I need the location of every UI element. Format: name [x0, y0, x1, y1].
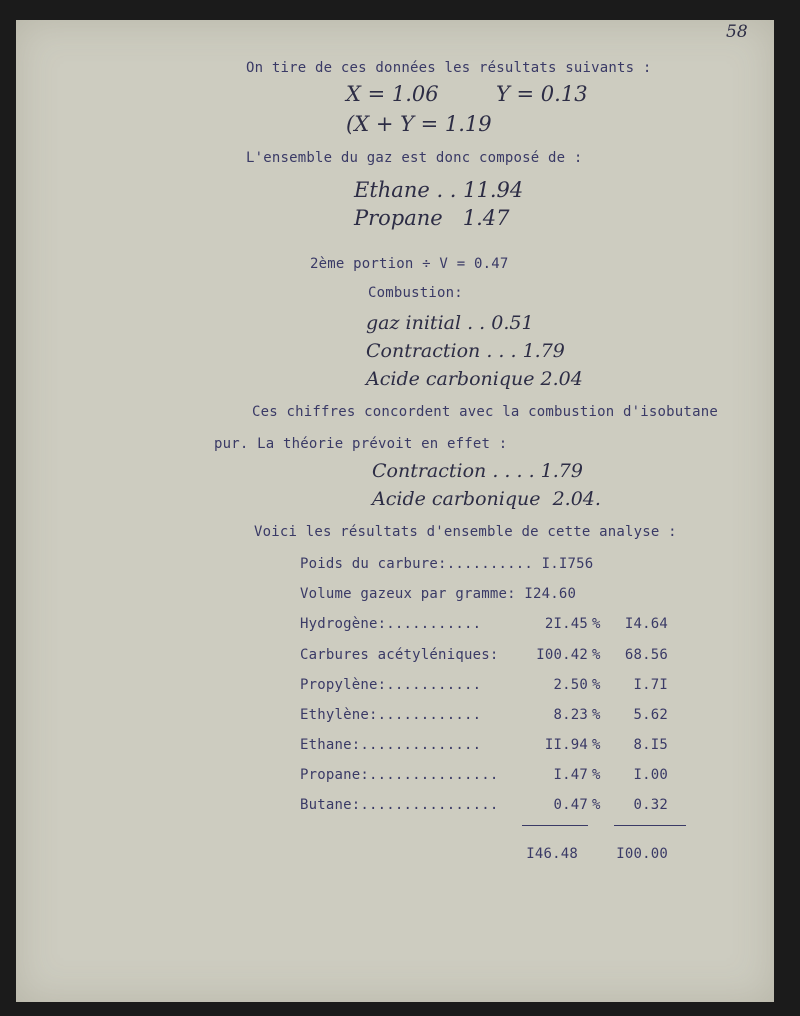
row-percent: %: [592, 707, 601, 723]
concord-line-2: pur. La théorie prévoit en effet :: [214, 436, 508, 452]
gas-composition-heading: L'ensemble du gaz est donc composé de :: [246, 150, 583, 166]
page-number: 58: [726, 22, 748, 42]
theory-contraction-handwritten: Contraction . . . . 1.79: [372, 460, 583, 482]
row-value: 0.47: [553, 797, 588, 813]
row-value: 2I.45: [544, 616, 588, 632]
portion-line: 2ème portion ÷ V = 0.47: [310, 256, 509, 272]
row-label: Carbures acétyléniques:: [300, 647, 499, 663]
row-normalized: 0.32: [633, 797, 668, 813]
row-normalized: I4.64: [624, 616, 668, 632]
acide-carbonique-handwritten: Acide carbonique 2.04: [366, 368, 583, 390]
row-percent: %: [592, 616, 601, 632]
row-label: Butane:................: [300, 797, 499, 813]
row-value: I00.42: [536, 647, 588, 663]
sum-rule-left: [522, 825, 588, 826]
row-normalized: 5.62: [633, 707, 668, 723]
row-percent: %: [592, 797, 601, 813]
row-value: 2.50: [553, 677, 588, 693]
row-normalized: I.00: [633, 767, 668, 783]
document-page: [16, 20, 774, 1002]
ethane-handwritten: Ethane . . 11.94: [354, 178, 524, 202]
row-percent: %: [592, 737, 601, 753]
sum-rule-right: [614, 825, 686, 826]
row-percent: %: [592, 647, 601, 663]
poids-line: Poids du carbure:.......... I.I756: [300, 556, 594, 572]
row-label: Ethane:..............: [300, 737, 482, 753]
equation-sum: (X + Y = 1.19: [346, 112, 492, 136]
row-value: II.94: [544, 737, 588, 753]
theory-acide-handwritten: Acide carbonique 2.04.: [372, 488, 601, 510]
row-value: 8.23: [553, 707, 588, 723]
row-percent: %: [592, 767, 601, 783]
gaz-initial-handwritten: gaz initial . . 0.51: [366, 312, 534, 334]
row-normalized: I.7I: [633, 677, 668, 693]
total-value: I46.48: [526, 846, 578, 862]
combustion-label: Combustion:: [368, 285, 463, 301]
intro-line: On tire de ces données les résultats suivants :: [246, 60, 652, 76]
row-label: Hydrogène:...........: [300, 616, 482, 632]
volume-line: Volume gazeux par gramme: I24.60: [300, 586, 577, 602]
row-label: Propane:...............: [300, 767, 499, 783]
equation-y: Y = 0.13: [496, 82, 588, 106]
row-normalized: 8.I5: [633, 737, 668, 753]
total-normalized: I00.00: [616, 846, 668, 862]
row-percent: %: [592, 677, 601, 693]
concord-line-1: Ces chiffres concordent avec la combustion d'isobutane: [252, 404, 718, 420]
row-label: Propylène:...........: [300, 677, 482, 693]
row-label: Ethylène:............: [300, 707, 482, 723]
results-heading: Voici les résultats d'ensemble de cette analyse :: [254, 524, 677, 540]
propane-handwritten: Propane 1.47: [354, 206, 510, 230]
contraction-handwritten: Contraction . . . 1.79: [366, 340, 565, 362]
equation-x: X = 1.06: [346, 82, 439, 106]
row-normalized: 68.56: [624, 647, 668, 663]
row-value: I.47: [553, 767, 588, 783]
